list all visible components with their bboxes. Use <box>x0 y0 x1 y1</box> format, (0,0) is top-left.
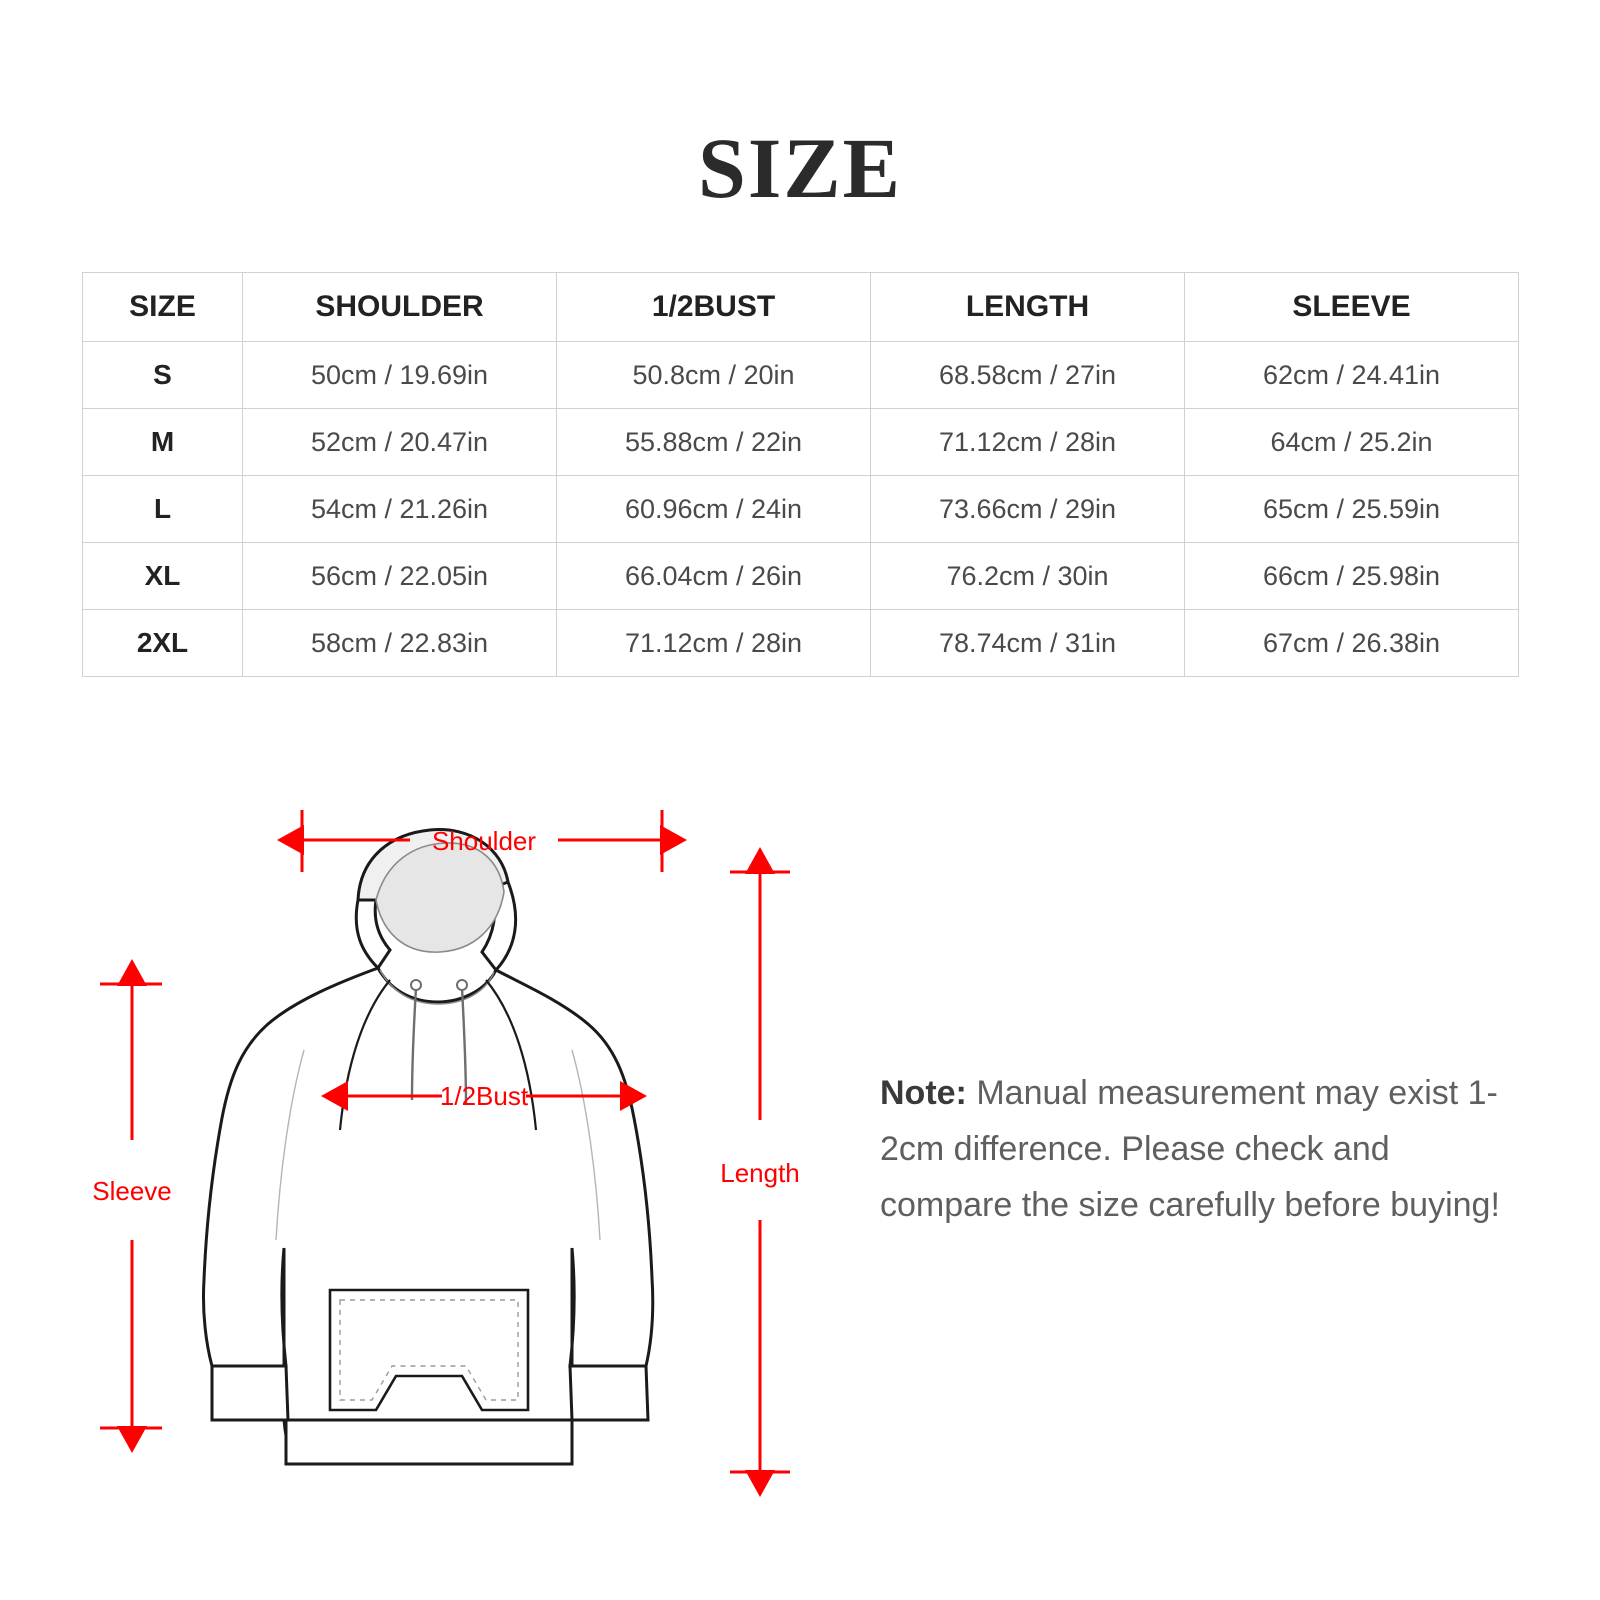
table-header-row <box>83 273 1519 342</box>
table-header-size: SIZE <box>83 273 243 342</box>
cell-bust: 60.96cm / 24in <box>557 476 871 543</box>
cell-shoulder: 52cm / 20.47in <box>243 409 557 476</box>
measurement-note <box>880 1065 1520 1233</box>
cell-bust: 55.88cm / 22in <box>557 409 871 476</box>
page-title: SIZE <box>697 120 903 216</box>
sleeve-label: Sleeve <box>92 1176 172 1206</box>
cell-length: 71.12cm / 28in <box>871 409 1185 476</box>
hoodie-illustration <box>203 830 652 1464</box>
cell-shoulder: 50cm / 19.69in <box>243 342 557 409</box>
cell-sleeve: 65cm / 25.59in <box>1185 476 1519 543</box>
size-chart-table <box>82 272 1519 677</box>
cell-length: 73.66cm / 29in <box>871 476 1185 543</box>
table-header-bust: 1/2BUST <box>557 273 871 342</box>
table-header-sleeve: SLEEVE <box>1185 273 1519 342</box>
cell-bust: 66.04cm / 26in <box>557 543 871 610</box>
table-row <box>83 543 1519 610</box>
cell-size: M <box>83 409 243 476</box>
cell-size: L <box>83 476 243 543</box>
cell-sleeve: 62cm / 24.41in <box>1185 342 1519 409</box>
cell-size: S <box>83 342 243 409</box>
cell-length: 68.58cm / 27in <box>871 342 1185 409</box>
cell-bust: 50.8cm / 20in <box>557 342 871 409</box>
cell-shoulder: 54cm / 21.26in <box>243 476 557 543</box>
table-row <box>83 409 1519 476</box>
note-text: Manual measurement may exist 1-2cm difference. Please check and compare the size carefully before buying! <box>880 1074 1500 1225</box>
cell-length: 76.2cm / 30in <box>871 543 1185 610</box>
cell-shoulder: 56cm / 22.05in <box>243 543 557 610</box>
table-row <box>83 476 1519 543</box>
cell-bust: 71.12cm / 28in <box>557 610 871 677</box>
table-row <box>83 342 1519 409</box>
table-header-length: LENGTH <box>871 273 1185 342</box>
hoodie-measurement-diagram <box>90 800 870 1500</box>
cell-sleeve: 64cm / 25.2in <box>1185 409 1519 476</box>
shoulder-label: Shoulder <box>431 826 537 856</box>
length-label: Length <box>720 1158 800 1188</box>
bust-label: 1/2Bust <box>439 1081 529 1111</box>
cell-length: 78.74cm / 31in <box>871 610 1185 677</box>
cell-size: 2XL <box>83 610 243 677</box>
cell-size: XL <box>83 543 243 610</box>
cell-shoulder: 58cm / 22.83in <box>243 610 557 677</box>
table-row <box>83 610 1519 677</box>
cell-sleeve: 66cm / 25.98in <box>1185 543 1519 610</box>
cell-sleeve: 67cm / 26.38in <box>1185 610 1519 677</box>
table-header-shoulder: SHOULDER <box>243 273 557 342</box>
note-prefix: Note: <box>880 1074 967 1112</box>
sleeve-dimension <box>100 984 162 1428</box>
